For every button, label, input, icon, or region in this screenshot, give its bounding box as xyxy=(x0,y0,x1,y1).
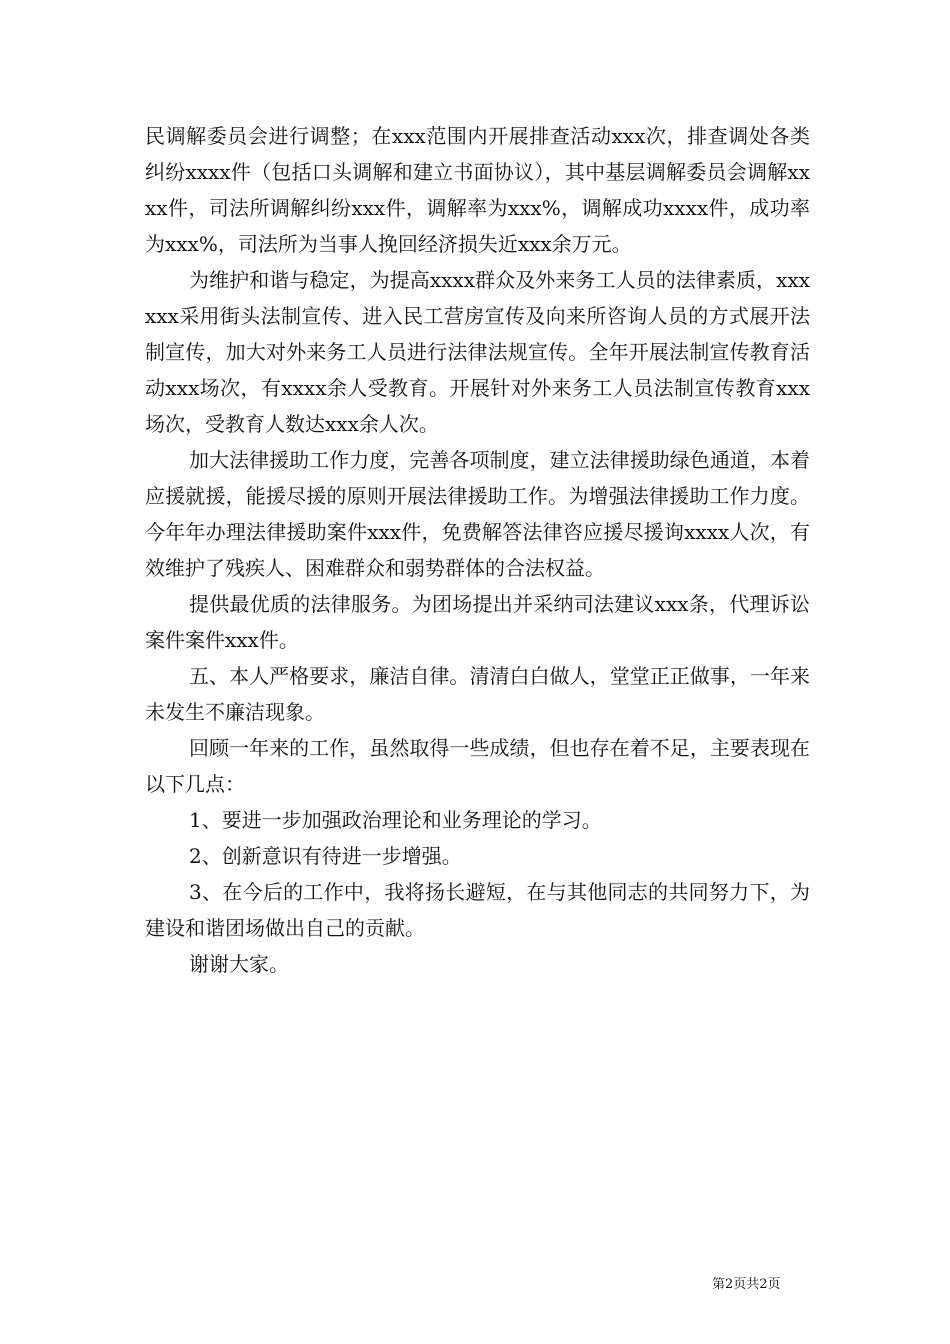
paragraph-legal-service: 提供最优质的法律服务。为团场提出并采纳司法建议xxx条，代理诉讼案件案件xxx件。 xyxy=(145,592,810,652)
paragraph-shortcomings-intro: 回顾一年来的工作，虽然取得一些成绩，但也存在着不足，主要表现在以下几点： xyxy=(145,736,810,796)
closing-thanks: 谢谢大家。 xyxy=(189,952,289,976)
list-item-2: 2、创新意识有待进一步增强。 xyxy=(189,844,462,868)
document-body xyxy=(145,118,810,982)
page-number: 第2页共2页 xyxy=(712,1277,781,1292)
list-item-1: 1、要进一步加强政治理论和业务理论的学习。 xyxy=(189,808,602,832)
list-item-3: 3、在今后的工作中，我将扬长避短，在与其他同志的共同努力下，为建设和谐团场做出自己的贡献。 xyxy=(145,880,810,940)
paragraph-mediation-stats: 民调解委员会进行调整；在xxx范围内开展排查活动xxx次，排查调处各类纠纷xxxx件（包括口头调解和建立书面协议），其中基层调解委员会调解xxxx件，司法所调解纠纷xxx件，调解率为xxx%，调解成功xxxx件，成功率为xxx%，司法所为当事人挽回经济损失近xxx余万元。 xyxy=(145,124,810,256)
paragraph-legal-aid: 加大法律援助工作力度，完善各项制度，建立法律援助绿色通道，本着应援就援，能援尽援的原则开展法律援助工作。为增强法律援助工作力度。今年年办理法律援助案件xxx件，免费解答法律咨应援尽援询xxxx人次，有效维护了残疾人、困难群众和弱势群体的合法权益。 xyxy=(145,448,810,580)
paragraph-self-discipline: 五、本人严格要求，廉洁自律。清清白白做人，堂堂正正做事，一年来未发生不廉洁现象。 xyxy=(145,664,810,724)
paragraph-legal-publicity: 为维护和谐与稳定，为提高xxxx群众及外来务工人员的法律素质，xxxxxx采用街头法制宣传、进入民工营房宣传及向来所咨询人员的方式展开法制宣传，加大对外来务工人员进行法律法规宣传。全年开展法制宣传教育活动xxx场次，有xxxx余人受教育。开展针对外来务工人员法制宣传教育xxx场次，受教育人数达xxx余人次。 xyxy=(145,268,810,436)
